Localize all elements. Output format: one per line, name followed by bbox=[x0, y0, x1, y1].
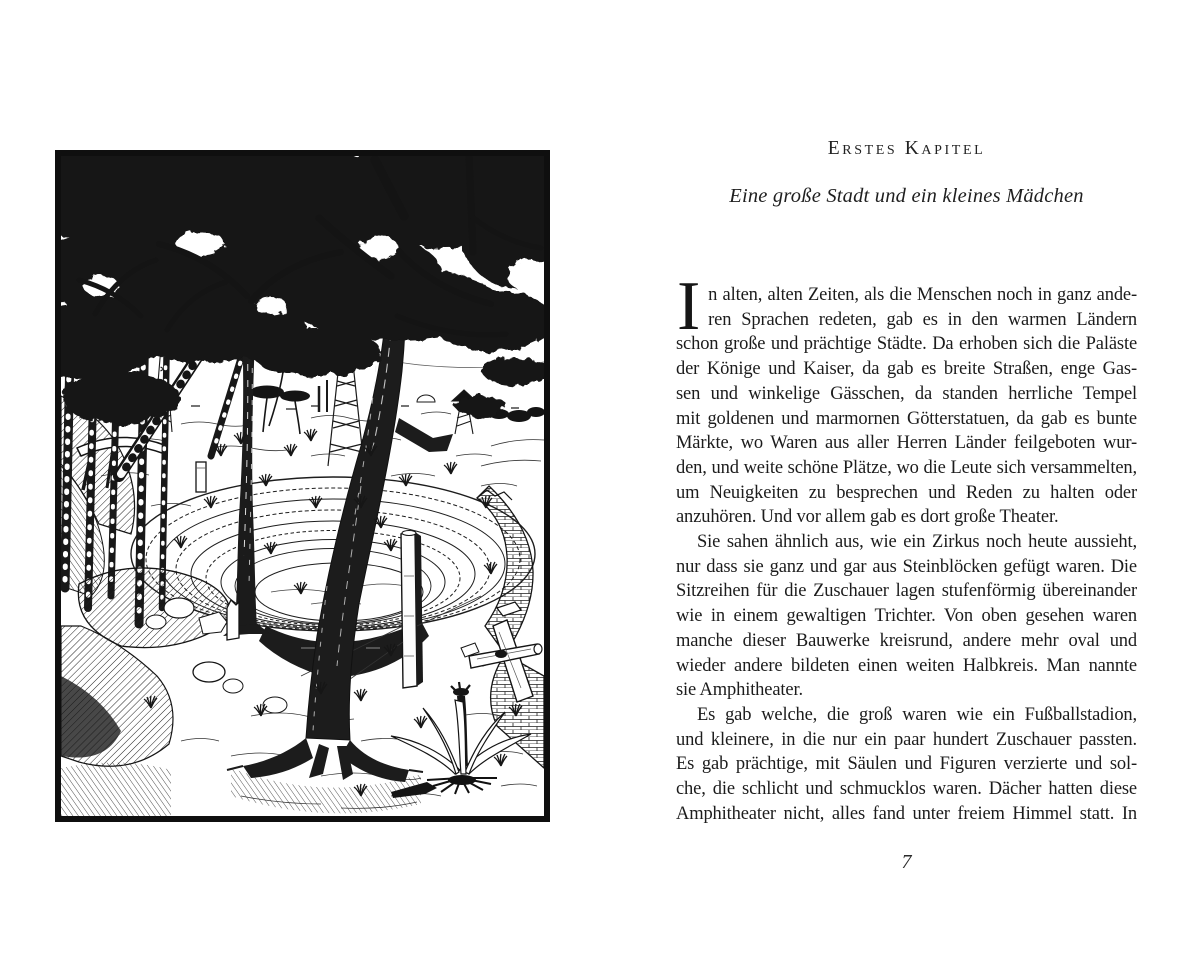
text-line: Amphitheater nicht, alles fand unter freiem Himmel statt. In bbox=[676, 803, 1137, 824]
drop-cap: I bbox=[677, 268, 701, 345]
page-number: 7 bbox=[901, 851, 912, 873]
text-line: nur dass sie ganz und gar aus Steinblöcken gefügt waren. Die bbox=[676, 556, 1137, 577]
text-line: che, die schlicht und schmucklos waren. Dächer hatten diese bbox=[676, 779, 1137, 800]
text-line: manche dieser Bauwerke kreisrund, andere mehr oval und bbox=[676, 630, 1137, 651]
chapter-body bbox=[676, 268, 1137, 826]
text-line: Es gab welche, die groß waren wie ein Fußballstadion, bbox=[697, 704, 1137, 725]
broken-branch bbox=[395, 418, 453, 452]
text-line: sie Amphitheater. bbox=[676, 680, 803, 701]
text-line: Es gab prächtige, mit Säulen und Figuren verzierte und sol- bbox=[676, 754, 1137, 775]
text-line: Sie sahen ähnlich aus, wie ein Zirkus noch heute aussieht, bbox=[697, 532, 1137, 553]
chapter-subtitle: Eine große Stadt und ein kleines Mädchen bbox=[729, 185, 1084, 207]
chapter-illustration-frame bbox=[55, 150, 550, 822]
text-line: den, und weite schöne Plätze, wo die Leute sich versammelten, bbox=[676, 457, 1137, 478]
paragraph bbox=[676, 703, 1137, 827]
text-line: Märkte, wo Waren aus aller Herren Länder feilgeboten wur- bbox=[676, 433, 1137, 454]
amphitheatre-illustration bbox=[61, 156, 544, 816]
text-line: sen und winkelige Gässchen, da standen herrliche Tempel bbox=[676, 383, 1137, 404]
paragraph bbox=[676, 530, 1137, 703]
text-line: anzuhören. Und vor allem gab es dort große Theater. bbox=[676, 507, 1059, 528]
text-line: ren Sprachen redeten, gab es in den warmen Ländern bbox=[708, 309, 1137, 330]
text-line: der Könige und Kaiser, da gab es breite Straßen, enge Gas- bbox=[676, 359, 1137, 380]
text-page bbox=[676, 0, 1137, 956]
text-line: wieder andere bildeten einen weiten Halbkreis. Man nannte bbox=[676, 655, 1137, 676]
paragraph bbox=[676, 268, 1137, 530]
text-line: schon große und prächtige Städte. Da erhoben sich die Paläste bbox=[676, 334, 1137, 355]
text-line: mit goldenen und marmornen Götterstatuen, da gab es bunte bbox=[676, 408, 1137, 429]
chapter-heading: Erstes Kapitel bbox=[827, 138, 986, 159]
text-line: um Neuigkeiten zu besprechen und Reden zu halten oder bbox=[676, 482, 1137, 503]
text-line: wie in einem gewaltigen Trichter. Von oben gesehen waren bbox=[676, 606, 1137, 627]
text-line: Sitzreihen für die Zuschauer lagen stufenförmig übereinander bbox=[676, 581, 1137, 602]
pine-canopy bbox=[61, 156, 544, 424]
text-line: und kleinere, in die nur ein paar hundert Zuschauer passten. bbox=[676, 729, 1137, 750]
dome-building bbox=[417, 395, 435, 402]
text-line: n alten, alten Zeiten, als die Menschen noch in ganz ande- bbox=[708, 285, 1137, 305]
